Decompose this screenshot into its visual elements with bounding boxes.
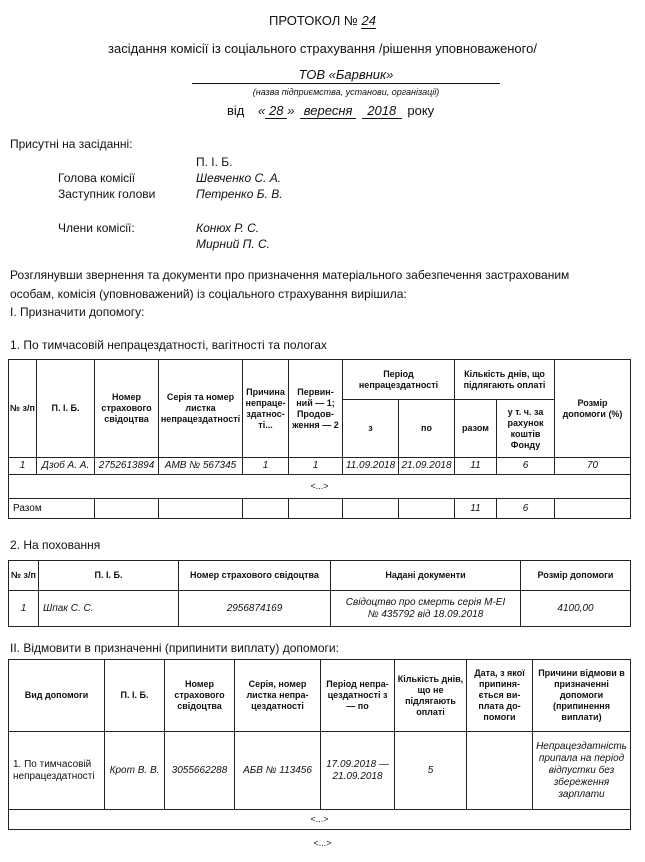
docs-line-2: № 435792 від 18.09.2018 xyxy=(367,608,484,620)
col-fund-header: у т. ч. за рахунок коштів Фонду xyxy=(497,400,555,458)
col-from-header: з xyxy=(343,400,399,458)
cell-cert: 3055662288 xyxy=(165,732,235,810)
refusal-table xyxy=(8,659,631,830)
date-day: 28 xyxy=(265,103,287,119)
cell-cert: 2956874169 xyxy=(179,591,331,627)
table-row xyxy=(9,591,631,627)
cell-sheet: АМВ № 567345 xyxy=(159,458,243,475)
table1-ellipsis: <...> xyxy=(9,475,631,499)
protocol-date xyxy=(227,103,434,119)
table3-ellipsis: <...> xyxy=(9,810,631,830)
cell-reason: 1 xyxy=(243,458,289,475)
date-month: вересня xyxy=(300,103,356,119)
date-quote-close: » xyxy=(287,103,295,118)
date-quote-open: « xyxy=(258,103,266,118)
deputy-label: Заступник голови xyxy=(58,187,156,201)
org-caption: (назва підприємства, установи, організації) xyxy=(252,87,440,97)
present-label: Присутні на засіданні: xyxy=(10,137,133,151)
col-total-header: разом xyxy=(455,400,497,458)
cell-pib: Шпак С. С. xyxy=(39,591,179,627)
cell-amount: 70 xyxy=(555,458,631,475)
table-row xyxy=(9,458,631,475)
col-pib-header: П. І. Б. xyxy=(105,660,165,732)
head-label: Голова комісії xyxy=(58,171,136,185)
col-period-header: Період непрацездатності xyxy=(343,360,455,400)
col-pib-header: П. І. Б. xyxy=(39,561,179,591)
decision-line-1: Розглянувши звернення та документи про призначення матеріального забезпечення застрахованим xyxy=(10,268,570,282)
col-pib-header: П. І. Б. xyxy=(37,360,95,458)
protocol-subtitle: засідання комісії із соціального страхування /рішення уповноваженого/ xyxy=(108,41,537,56)
col-docs-header: Надані документи xyxy=(331,561,521,591)
present-pib-header: П. І. Б. xyxy=(196,155,233,169)
cell-period: 17.09.2018 — 21.09.2018 xyxy=(321,732,395,810)
col-num-header: № з/п xyxy=(9,561,39,591)
cell-cert: 2752613894 xyxy=(95,458,159,475)
docs-line-1: Свідоцтво про смерть серія М-ЕІ xyxy=(345,596,506,608)
cell-reason: Непрацездатність припала на період відпустки без збереження зарплати xyxy=(533,732,631,810)
protocol-number: 24 xyxy=(361,13,376,28)
col-to-header: по xyxy=(399,400,455,458)
cell-date xyxy=(467,732,533,810)
col-cert-header: Номер страхового свідоцтва xyxy=(95,360,159,458)
col-days-header: Кількість днів, що підлягають оплаті xyxy=(455,360,555,400)
col-amount-header: Розмір допомоги xyxy=(521,561,631,591)
deputy-name: Петренко Б. В. xyxy=(196,187,283,201)
table-row xyxy=(9,732,631,810)
col-date-header: Дата, з якої припиня-ється ви-плата до-помоги xyxy=(467,660,533,732)
sum-total: 11 xyxy=(455,499,497,519)
member-name-2: Мирний П. С. xyxy=(196,237,270,251)
footer-ellipsis: <...> xyxy=(313,838,332,848)
col-reason-header: Причини відмови в призначенні допомоги (припинення виплати) xyxy=(533,660,631,732)
cell-pib: Крот В. В. xyxy=(105,732,165,810)
col-reason-header: Причина непраце-здатнос-ті... xyxy=(243,360,289,458)
cell-amount: 4100,00 xyxy=(521,591,631,627)
col-amount-header: Розмір допомоги (%) xyxy=(555,360,631,458)
col-primary-header: Первин-ний — 1; Продов-ження — 2 xyxy=(289,360,343,458)
cell-to: 21.09.2018 xyxy=(399,458,455,475)
protocol-title xyxy=(0,13,645,29)
date-day-group xyxy=(258,103,298,118)
cell-days: 5 xyxy=(395,732,467,810)
cell-from: 11.09.2018 xyxy=(343,458,399,475)
table1-sum-row xyxy=(9,499,631,519)
col-cert-header: Номер страхового свідоцтва xyxy=(179,561,331,591)
sick-leave-table xyxy=(8,359,631,519)
protocol-title-prefix: ПРОТОКОЛ № xyxy=(269,13,358,28)
cell-fund: 6 xyxy=(497,458,555,475)
cell-sheet: АБВ № 113456 xyxy=(235,732,321,810)
table2-heading: 2. На поховання xyxy=(10,538,101,552)
members-label: Члени комісії: xyxy=(58,221,135,235)
cell-total: 11 xyxy=(455,458,497,475)
cell-num: 1 xyxy=(9,458,37,475)
funeral-table xyxy=(8,560,631,627)
org-name: ТОВ «Барвник» xyxy=(298,67,394,82)
sum-label: Разом xyxy=(9,499,95,519)
sum-fund: 6 xyxy=(497,499,555,519)
date-suffix: року xyxy=(407,103,435,118)
cell-type: 1. По тимчасовій непрацездатності xyxy=(9,732,105,810)
decision-line-2: особам, комісія (уповноважений) із соціального страхування вирішила: xyxy=(10,287,407,301)
section-1-heading: І. Призначити допомогу: xyxy=(10,305,145,319)
col-cert-header: Номер страхового свідоцтва xyxy=(165,660,235,732)
date-year: 2018 xyxy=(362,103,402,119)
cell-docs xyxy=(331,591,521,627)
cell-primary: 1 xyxy=(289,458,343,475)
member-name-1: Конюх Р. С. xyxy=(196,221,260,235)
table3-heading: ІІ. Відмовити в призначенні (припинити виплату) допомоги: xyxy=(10,641,339,655)
col-sheet-header: Серія, номер листка непра-цездатності xyxy=(235,660,321,732)
cell-pib: Дзоб А. А. xyxy=(37,458,95,475)
table1-heading: 1. По тимчасовій непрацездатності, вагітності та пологах xyxy=(10,338,327,352)
cell-num: 1 xyxy=(9,591,39,627)
date-from-label: від xyxy=(227,103,245,118)
col-period-header: Період непра-цездатності з — по xyxy=(321,660,395,732)
head-name: Шевченко С. А. xyxy=(196,171,282,185)
col-num-header: № з/п xyxy=(9,360,37,458)
col-days-header: Кількість днів, що не підлягають оплаті xyxy=(395,660,467,732)
col-sheet-header: Серія та номер листка непрацездатності xyxy=(159,360,243,458)
col-type-header: Вид допомоги xyxy=(9,660,105,732)
